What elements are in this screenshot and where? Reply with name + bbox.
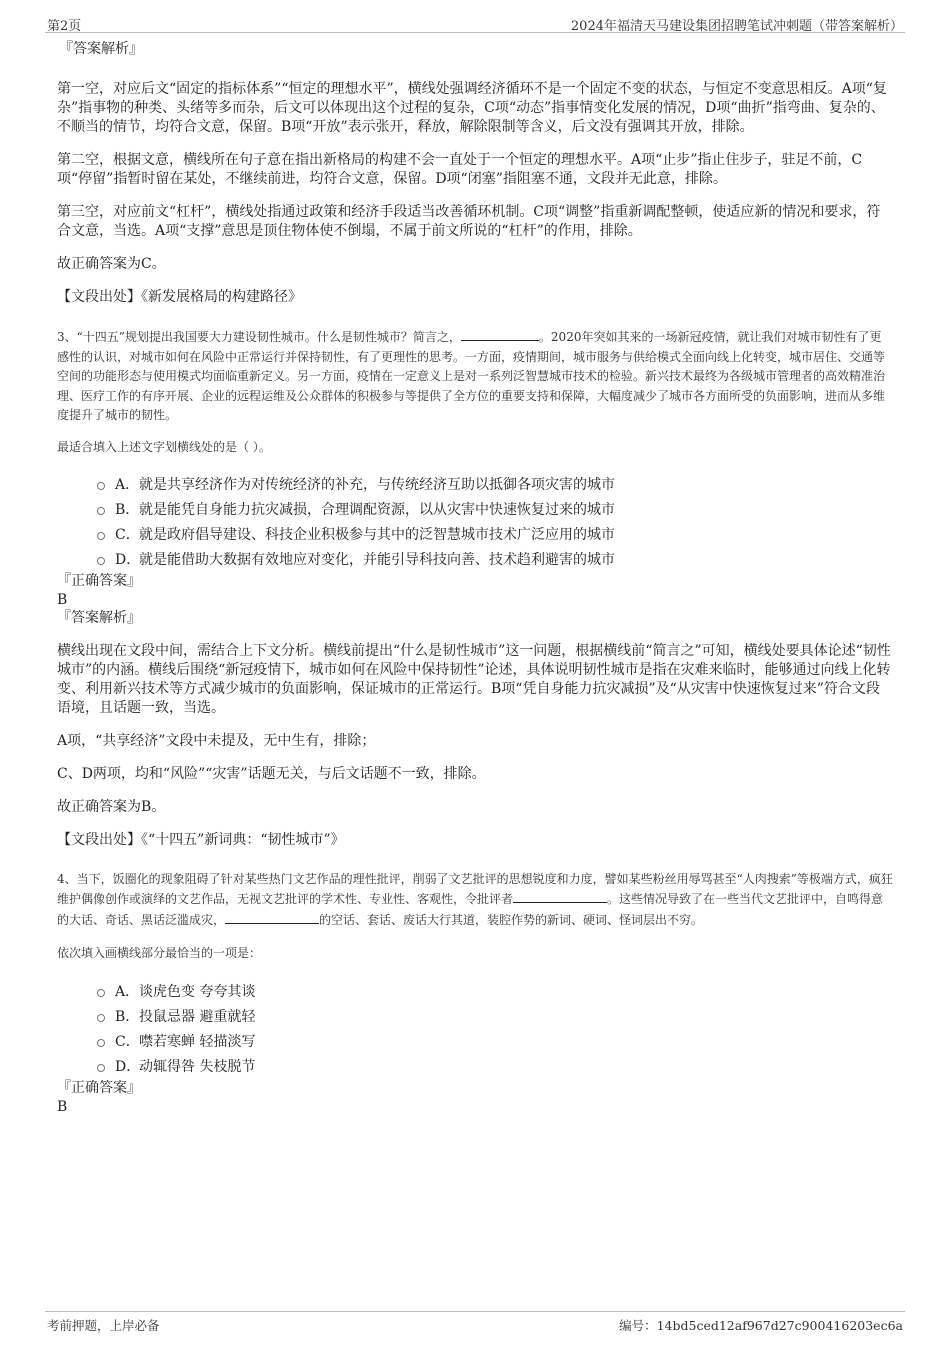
option-text: 投鼠忌器 避重就轻 (139, 1009, 256, 1025)
q3-options (57, 476, 893, 570)
q4-options (57, 983, 893, 1077)
q3-option-c[interactable] (57, 526, 893, 545)
radio-icon[interactable] (97, 989, 105, 997)
q2-analysis-label: 『答案解析』 (59, 41, 143, 57)
option-letter: B． (115, 501, 140, 518)
footer-slogan: 考前押题，上岸必备 (47, 1318, 160, 1333)
q3-answer: B (57, 591, 68, 608)
q3-stem (57, 327, 893, 426)
page-header (45, 10, 905, 33)
q2-conclusion: 故正确答案为C。 (57, 256, 166, 272)
q2-analysis-para-1: 第一空，对应后文“固定的指标体系”“恒定的理想水平”，横线处强调经济循环不是一个固定不变的状态，与恒定不变意思相反。A项“复杂”指事物的种类、头绪等多而杂，后文可以体现出这个过程的复杂，C项“动态”指事情变化发展的情况，D项“曲折”指弯曲、复杂的、不顺当的情节，均符合文意，保留。B项“开放”表示张开，释放，解除限制等含义，后文没有强调其开放，排除。 (57, 81, 887, 135)
q2-analysis-para-3: 第三空，对应前文“杠杆”，横线处指通过政策和经济手段适当改善循环机制。C项“调整”指重新调配整顿，使适应新的情况和要求，符合文意，当选。A项“支撑”意思是顶住物体使不倒塌，不属于前文所说的“杠杆”的作用，排除。 (57, 204, 881, 239)
option-letter: B． (115, 1009, 140, 1025)
document-body (57, 40, 893, 1116)
q3-option-b[interactable] (57, 501, 893, 520)
option-text: 动辄得咎 失枝脱节 (139, 1059, 256, 1075)
q3-option-a[interactable] (57, 476, 893, 495)
q4-option-b[interactable] (57, 1008, 893, 1027)
q3-answer-label: 『正确答案』 (57, 572, 141, 589)
option-letter: C． (115, 526, 140, 543)
q4-option-c[interactable] (57, 1033, 893, 1052)
q2-source: 【文段出处】《新发展格局的构建路径》 (57, 289, 302, 305)
option-text: 就是能凭自身能力抗灾减损，合理调配资源，以从灾害中快速恢复过来的城市 (139, 501, 615, 518)
q4-answer: B (57, 1099, 68, 1115)
q3-stem-before: 3、“十四五”规划提出我国要大力建设韧性城市。什么是韧性城市？简言之， (57, 330, 461, 344)
q3-blank (461, 327, 539, 341)
q4-stem (57, 870, 893, 931)
radio-icon[interactable] (97, 482, 105, 490)
option-letter: D． (115, 1059, 141, 1075)
option-text: 就是共享经济作为对传统经济的补充，与传统经济互助以抵御各项灾害的城市 (139, 476, 615, 493)
page-number: 第2页 (47, 19, 82, 34)
q2-analysis-para-2: 第二空，根据文意，横线所在句子意在指出新格局的构建不会一直处于一个恒定的理想水平。A项“止步”指止住步子，驻足不前，C项“停留”指暂时留在某处，不继续前进，均符合文意，保留。D项“闭塞”指阻塞不通，文段并无此意，排除。 (57, 152, 863, 187)
page-footer (45, 1311, 905, 1336)
q3-source: 【文段出处】《“十四五”新词典：“韧性城市”》 (57, 831, 345, 848)
q4-option-a[interactable] (57, 983, 893, 1002)
radio-icon[interactable] (97, 1014, 105, 1022)
option-text: 谈虎色变 夸夸其谈 (139, 984, 256, 1000)
option-letter: D． (115, 551, 141, 568)
option-letter: C． (115, 1034, 140, 1050)
q3-analysis-para-3: C、D两项，均和“风险”“灾害”话题无关，与后文话题不一致，排除。 (57, 765, 486, 782)
q4-answer-label: 『正确答案』 (57, 1080, 141, 1096)
q4-stem-part-1: 4、当下，饭圈化的现象阻碍了针对某些热门文艺作品的理性批评，削弱了文艺批评的思想锐度和力度，譬如某些粉丝用辱骂甚至“人肉搜索”等极端方式，疯狂维护偶像创作或演绎的文艺作品，无视文艺批评的学术性、专业性、客观性，令批评者 (57, 871, 893, 906)
option-letter: A． (115, 984, 140, 1000)
q3-analysis-label: 『答案解析』 (57, 609, 141, 626)
q4-blank-2 (225, 910, 319, 924)
radio-icon[interactable] (97, 1039, 105, 1047)
option-text: 就是政府倡导建设、科技企业积极参与其中的泛智慧城市技术广泛应用的城市 (139, 526, 615, 543)
q3-option-d[interactable] (57, 551, 893, 570)
q3-ask: 最适合填入上述文字划横线处的是（ ）。 (57, 439, 271, 454)
radio-icon[interactable] (97, 557, 105, 565)
option-text: 就是能借助大数据有效地应对变化，并能引导科技向善、技术趋利避害的城市 (139, 551, 615, 568)
q4-ask: 依次填入画横线部分最恰当的一项是： (57, 946, 262, 960)
q4-blank-1 (513, 889, 607, 903)
q3-analysis-para-1: 横线出现在文段中间，需结合上下文分析。横线前提出“什么是韧性城市”这一问题，根据横线前“简言之”可知，横线处要具体论述“韧性城市”的内涵。横线后围绕“新冠疫情下，城市如何在风险中保持韧性”论述，具体说明韧性城市是指在灾难来临时，能够通过向线上化转变、利用新兴技术等方式减少城市的负面影响，保证城市的正常运行。B项“凭自身能力抗灾减损”及“从灾害中快速恢复过来”符合文段语境，且话题一致，当选。 (57, 642, 891, 716)
q3-analysis-para-2: A项，“共享经济”文段中未提及，无中生有，排除； (57, 732, 376, 749)
q3-conclusion: 故正确答案为B。 (57, 798, 166, 815)
document-code: 编号：14bd5ced12af967d27c900416203ec6a (619, 1318, 903, 1333)
q4-stem-part-3: 的空话、套话、废话大行其道，装腔作势的新词、硬词、怪词层出不穷。 (319, 912, 704, 927)
radio-icon[interactable] (97, 532, 105, 540)
q3-stem-after: 。2020年突如其来的一场新冠疫情，就让我们对城市韧性有了更感性的认识，对城市如何在风险中正常运行并保持韧性，有了更理性的思考。一方面，疫情期间，城市服务与供给模式全面向线上化转变，城市居住、交通等空间的功能形态与使用模式均面临重新定义。另一方面，疫情在一定意义上是对一系列泛智慧城市技术的检验。新兴技术最终为各级城市管理者的高效精准治理、医疗工作的有序开展、企业的远程运维及公众群体的积极参与等提供了全方位的重要支持和保障，大幅度减少了城市各方面所受的负面影响，进而从多维度提升了城市的韧性。 (57, 330, 886, 422)
q4-stem-part-2: 。这些情况导致了在一些当代文艺批评中，自鸣得意的大话、奇话、黑话泛滥成灾， (57, 892, 884, 927)
q4-option-d[interactable] (57, 1058, 893, 1077)
radio-icon[interactable] (97, 507, 105, 515)
radio-icon[interactable] (97, 1064, 105, 1072)
document-title: 2024年福清天马建设集团招聘笔试冲刺题（带答案解析） (570, 19, 903, 34)
option-text: 噤若寒蝉 轻描淡写 (139, 1034, 256, 1050)
option-letter: A． (115, 476, 140, 493)
